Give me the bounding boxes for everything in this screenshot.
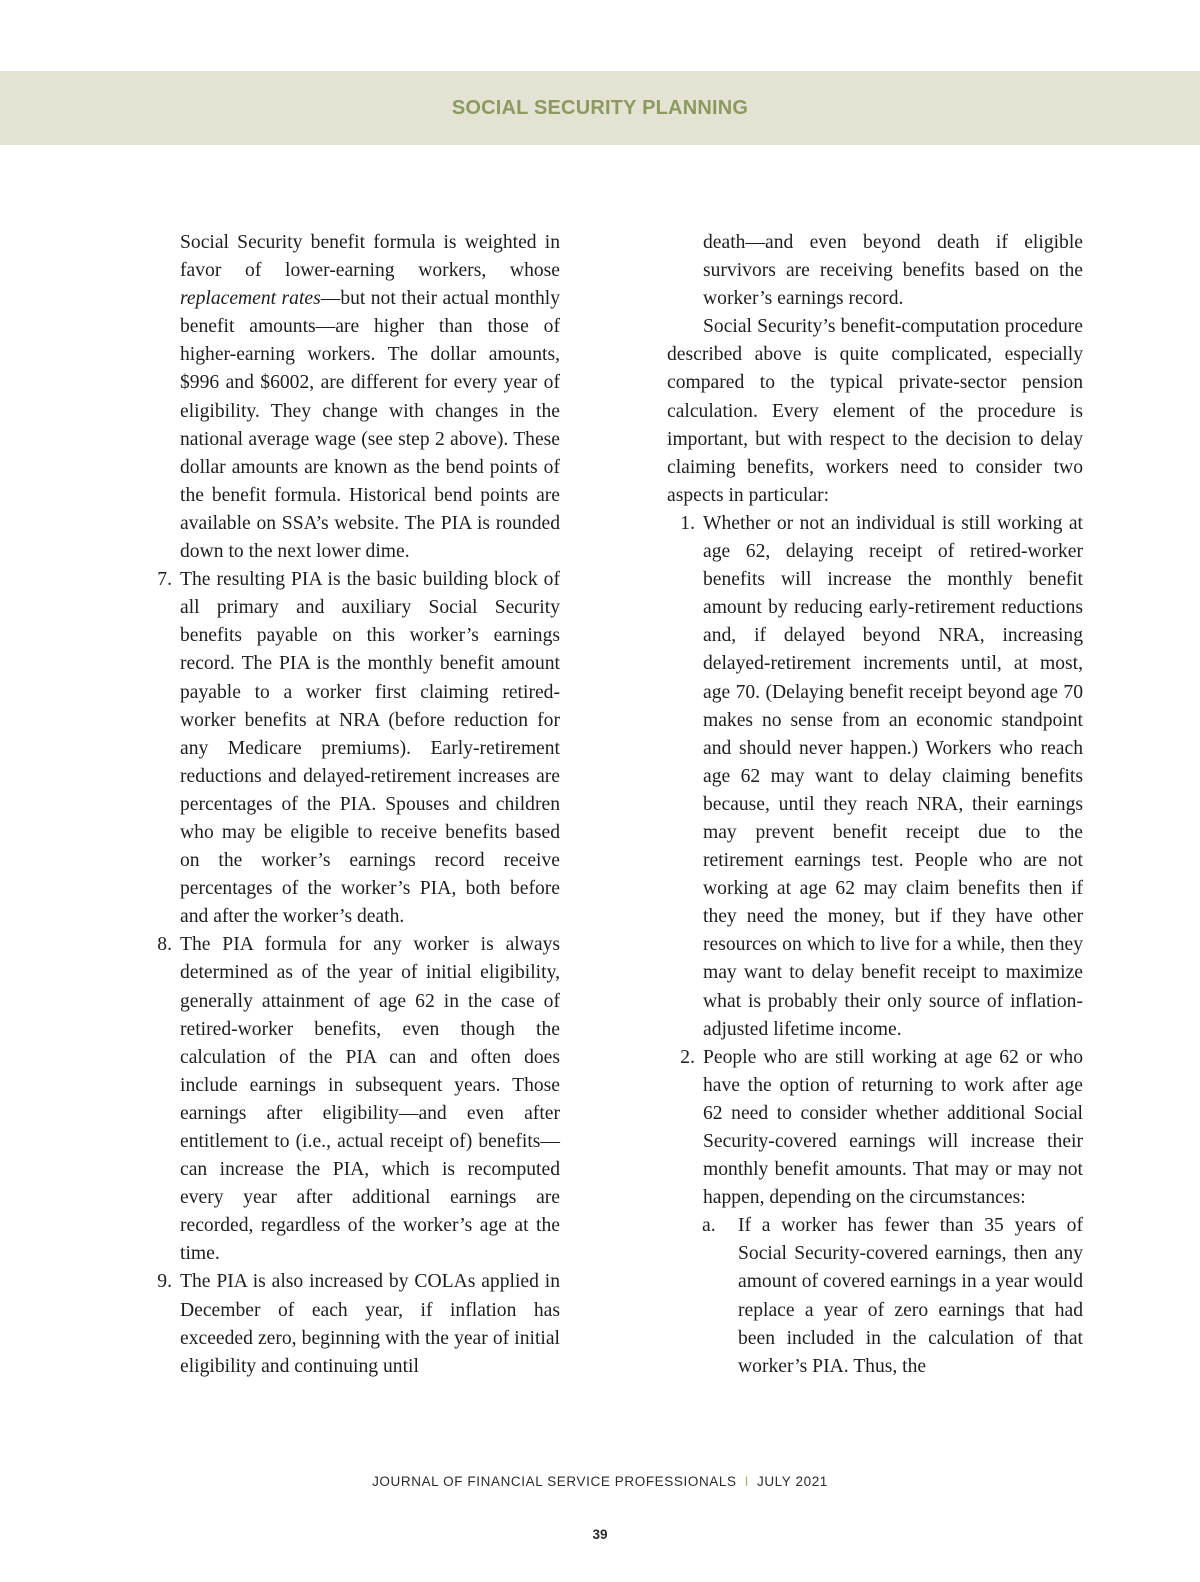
issue-date: JULY 2021: [756, 1474, 828, 1489]
list-number: 1.: [680, 512, 695, 534]
page-number: 39: [592, 1527, 608, 1542]
list-text: The resulting PIA is the basic building block of all primary and auxiliary Social Security benefits payable on this worker’s earnings record. The PIA is the monthly benefit amount payable to a worker first claiming retired-worker benefits at NRA (before reduction for any Medicare premiums). Early-retirement reductions and delayed-retirement increases are percentages of the PIA. Spouses and children who may be eligible to receive benefits based on the worker’s earnings record receive percentages of the worker’s PIA, both before and after the worker’s death.: [180, 569, 560, 928]
continuation-paragraph: Social Security benefit formula is weighted in favor of lower-earning workers, whose replacement rates—but not their actual monthly benefit amounts—are higher than those of higher-earning workers. The dollar amounts, $996 and $6002, are different for every year of eligibility. They change with changes in the national average wage (see step 2 above). These dollar amounts are known as the bend points of the benefit formula. Historical bend points are available on SSA’s website. The PIA is rounded down to the next lower dime.: [180, 232, 561, 563]
left-column: [157, 229, 561, 1381]
list-item-9: [157, 1268, 560, 1380]
list-number: 8.: [157, 934, 172, 956]
section-title: SOCIAL SECURITY PLANNING: [451, 96, 749, 119]
list-text: The PIA formula for any worker is always determined as of the year of initial eligibility, generally attainment of age 62 in the case of retired-worker benefits, even though the calculation of the PIA can and often does include earnings in subsequent years. Those earnings after eligibility—and even after entitlement to (i.e., actual receipt of) benefits—can increase the PIA, which is recomputed every year after additional earnings are recorded, regardless of the worker’s age at the time.: [180, 934, 560, 1265]
emphasis-term: replacement rates: [180, 288, 321, 310]
body-paragraph: Social Security’s benefit-computation procedure described above is quite complicated, especially compared to the typical private-sector pension calculation. Every element of the procedure is important, but with respect to the decision to delay claiming benefits, workers need to consider two aspects in particular:: [667, 316, 1083, 506]
list-item-7: [157, 566, 560, 931]
list-number: 7.: [157, 569, 172, 591]
right-column: [667, 229, 1083, 1381]
list-number: 2.: [680, 1046, 695, 1068]
list-text: The PIA is also increased by COLAs applied in December of each year, if inflation has exceeded zero, beginning with the year of initial eligibility and continuing until: [180, 1271, 560, 1377]
list-item-8: [157, 931, 560, 1268]
page-footer: [0, 1474, 1200, 1489]
list-text: People who are still working at age 62 or who have the option of returning to work after age 62 need to consider whether additional Social Security-covered earnings will increase their monthly benefit amounts. That may or may not happen, depending on the circumstances:: [703, 1046, 1083, 1209]
section-header-banner: [0, 71, 1200, 145]
footer-separator: I: [744, 1474, 749, 1489]
list-item-1: [680, 510, 1083, 1044]
sub-list-item-a: [702, 1212, 1083, 1381]
list-item-2: [680, 1044, 1083, 1213]
list-letter: a.: [702, 1215, 716, 1237]
continuation-paragraph: death—and even beyond death if eligible survivors are receiving benefits based on the worker’s earnings record.: [703, 232, 1083, 310]
list-number: 9.: [157, 1271, 172, 1293]
list-text: If a worker has fewer than 35 years of Social Security-covered earnings, then any amount of covered earnings in a year would replace a year of zero earnings that had been included in the calculation of that worker’s PIA. Thus, the: [738, 1215, 1083, 1377]
journal-name: JOURNAL OF FINANCIAL SERVICE PROFESSIONALS: [372, 1474, 737, 1489]
list-text: Whether or not an individual is still working at age 62, delaying receipt of retired-worker benefits will increase the monthly benefit amount by reducing early-retirement reductions and, if delayed beyond NRA, increasing delayed-retirement increments until, at most, age 70. (Delaying benefit receipt beyond age 70 makes no sense from an economic standpoint and should never happen.) Workers who reach age 62 may want to delay claiming benefits because, until they reach NRA, their earnings may prevent benefit receipt due to the retirement earnings test. People who are not working at age 62 may claim benefits then if they need the money, but if they have other resources on which to live for a while, then they may want to delay benefit receipt to maximize what is probably their only source of inflation-adjusted lifetime income.: [703, 512, 1083, 1040]
